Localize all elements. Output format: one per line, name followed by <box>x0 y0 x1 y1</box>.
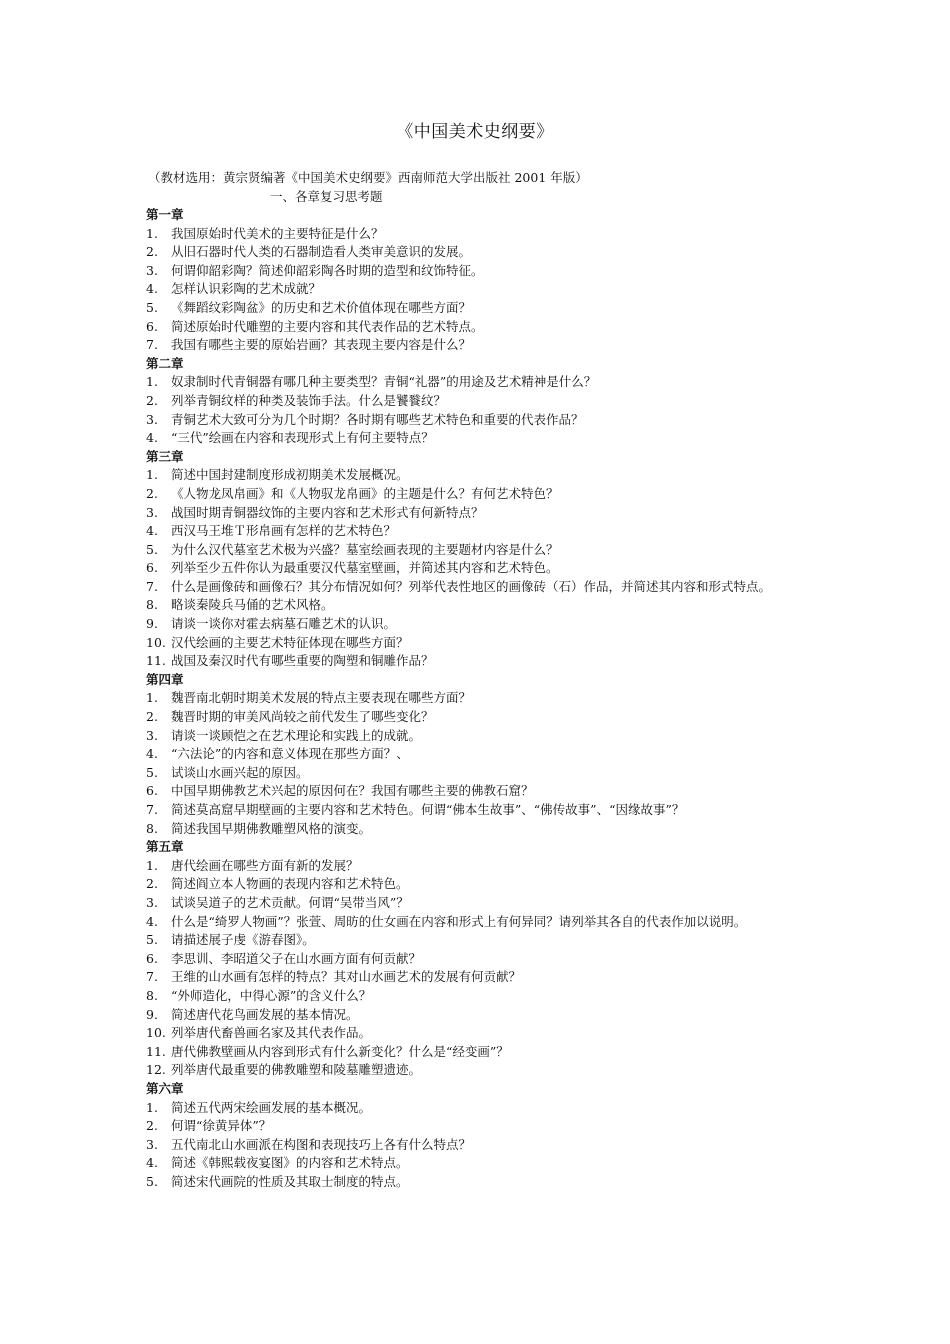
question-item <box>146 466 818 485</box>
question-item <box>146 782 818 801</box>
question-text: “外师造化，中得心源”的含义什么？ <box>171 987 372 1003</box>
question-number: 2. <box>146 392 158 408</box>
question-text: 简述莫高窟早期壁画的主要内容和艺术特色。何谓“佛本生故事”、“佛传故事”、“因缘故事”？ <box>171 802 685 817</box>
question-item <box>146 318 818 337</box>
question-item <box>146 1043 818 1062</box>
question-number: 10. <box>146 634 166 650</box>
question-item <box>146 652 818 671</box>
question-item <box>146 950 818 969</box>
question-item <box>146 745 818 764</box>
question-number: 3. <box>146 411 158 427</box>
question-text: 王维的山水画有怎样的特点？其对山水画艺术的发展有何贡献？ <box>171 969 522 985</box>
question-number: 6. <box>146 783 158 799</box>
question-number: 3. <box>146 262 158 278</box>
question-text: “六法论”的内容和意义体现在那些方面？、 <box>171 746 409 762</box>
question-item <box>146 968 818 987</box>
question-number: 5. <box>146 932 158 948</box>
question-text: 什么是画像砖和画像石？其分布情况如何？列举代表性地区的画像砖（石）作品，并简述其内容和形式特点。 <box>171 578 772 594</box>
question-number: 11. <box>146 1043 166 1059</box>
question-item <box>146 541 818 560</box>
question-text: 简述中国封建制度形成初期美术发展概况。 <box>171 467 409 483</box>
question-item <box>146 411 818 430</box>
question-item <box>146 243 818 262</box>
question-item <box>146 913 818 932</box>
question-item <box>146 1173 818 1192</box>
question-item <box>146 596 818 615</box>
question-item <box>146 1006 818 1025</box>
question-number: 6. <box>146 560 158 576</box>
question-item <box>146 987 818 1006</box>
question-item <box>146 280 818 299</box>
question-item <box>146 894 818 913</box>
chapter-heading: 第六章 <box>146 1080 184 1096</box>
question-item <box>146 615 818 634</box>
question-text: 试谈山水画兴起的原因。 <box>171 764 309 780</box>
question-item <box>146 727 818 746</box>
chapter-heading: 第四章 <box>146 671 184 687</box>
question-text: 什么是“绮罗人物画”？张萱、周昉的仕女画在内容和形式上有何异同？请列举其各自的代表作加以说明。 <box>171 913 747 929</box>
question-number: 7. <box>146 802 158 817</box>
question-number: 5. <box>146 1173 158 1189</box>
question-text: 何谓仰韶彩陶？简述仰韶彩陶各时期的造型和纹饰特征。 <box>171 262 484 278</box>
question-item <box>146 522 818 541</box>
question-text: 何谓“徐黄异体”？ <box>171 1118 272 1134</box>
question-text: 魏晋南北朝时期美术发展的特点主要表现在哪些方面？ <box>171 690 472 706</box>
question-text: 请谈一谈你对霍去病墓石雕艺术的认识。 <box>171 616 397 632</box>
question-item <box>146 1117 818 1136</box>
question-text: 奴隶制时代青铜器有哪几种主要类型？青铜“礼器”的用途及艺术精神是什么？ <box>171 374 597 390</box>
question-text: 简述宋代画院的性质及其取士制度的特点。 <box>171 1173 409 1189</box>
question-text: 汉代绘画的主要艺术特征体现在哪些方面？ <box>171 634 409 650</box>
question-item <box>146 931 818 950</box>
question-text: 从旧石器时代人类的石器制造看人类审美意识的发展。 <box>171 244 472 260</box>
question-text: 《舞蹈纹彩陶盆》的历史和艺术价值体现在哪些方面？ <box>171 299 472 315</box>
question-item <box>146 1136 818 1155</box>
question-number: 3. <box>146 504 158 520</box>
question-text: 魏晋时期的审美风尚较之前代发生了哪些变化？ <box>171 709 434 725</box>
question-number: 3. <box>146 1136 158 1152</box>
question-text: 战国时期青铜器纹饰的主要内容和艺术形式有何新特点？ <box>171 504 484 520</box>
question-text: 列举至少五件你认为最重要汉代墓室壁画，并简述其内容和艺术特色。 <box>171 560 559 576</box>
question-number: 1. <box>146 225 158 241</box>
question-number: 8. <box>146 820 158 836</box>
question-item <box>146 634 818 653</box>
question-item <box>146 429 818 448</box>
question-number: 5. <box>146 541 158 557</box>
question-number: 12. <box>146 1062 166 1078</box>
question-number: 9. <box>146 1006 158 1022</box>
question-number: 5. <box>146 299 158 315</box>
question-text: 略谈秦陵兵马俑的艺术风格。 <box>171 597 334 613</box>
question-number: 2. <box>146 485 158 501</box>
question-text: 我国原始时代美术的主要特征是什么？ <box>171 225 384 241</box>
question-text: 我国有哪些主要的原始岩画？其表现主要内容是什么？ <box>171 337 472 353</box>
question-item <box>146 857 818 876</box>
question-item <box>146 708 818 727</box>
question-text: 简述阎立本人物画的表现内容和艺术特色。 <box>171 876 409 892</box>
question-number: 7. <box>146 578 158 594</box>
question-text: 试谈吴道子的艺术贡献。何谓“吴带当风”？ <box>171 894 409 910</box>
question-text: 怎样认识彩陶的艺术成就？ <box>171 281 322 297</box>
question-item <box>146 299 818 318</box>
question-text: 西汉马王堆Ｔ形帛画有怎样的艺术特色？ <box>171 523 397 539</box>
textbook-source-note: （教材选用：黄宗贤编著《中国美术史纲要》西南师范大学出版社 2001 年版） <box>148 170 588 185</box>
question-item <box>146 559 818 578</box>
question-number: 6. <box>146 950 158 966</box>
question-item <box>146 1099 818 1118</box>
question-item <box>146 1154 818 1173</box>
document-title: 《中国美术史纲要》 <box>396 122 554 142</box>
question-number: 4. <box>146 523 158 539</box>
question-number: 3. <box>146 727 158 743</box>
chapter-heading: 第三章 <box>146 448 184 464</box>
section-heading: 一、各章复习思考题 <box>270 189 383 204</box>
question-item <box>146 820 818 839</box>
question-item <box>146 373 818 392</box>
question-number: 1. <box>146 1099 158 1115</box>
question-item <box>146 875 818 894</box>
question-text: 简述原始时代雕塑的主要内容和其代表作品的艺术特点。 <box>171 318 484 334</box>
question-number: 8. <box>146 597 158 613</box>
question-text: “三代”绘画在内容和表现形式上有何主要特点？ <box>171 430 434 446</box>
question-item <box>146 801 818 820</box>
chapter-heading: 第一章 <box>146 207 184 222</box>
question-text: 请谈一谈顾恺之在艺术理论和实践上的成就。 <box>171 727 422 743</box>
question-number: 2. <box>146 1118 158 1134</box>
question-text: 列举青铜纹样的种类及装饰手法。什么是饕餮纹？ <box>171 392 447 408</box>
question-number: 1. <box>146 857 158 873</box>
question-item <box>146 336 818 355</box>
question-text: 中国早期佛教艺术兴起的原因何在？我国有哪些主要的佛教石窟？ <box>171 783 534 799</box>
question-text: 列举唐代畜兽画名家及其代表作品。 <box>171 1025 372 1041</box>
question-text: 为什么汉代墓室艺术极为兴盛？墓室绘画表现的主要题材内容是什么？ <box>171 541 559 557</box>
question-number: 11. <box>146 653 166 669</box>
question-number: 3. <box>146 894 158 910</box>
question-number: 2. <box>146 244 158 260</box>
question-text: 简述我国早期佛教雕塑风格的演变。 <box>171 820 372 836</box>
question-text: 简述《韩熙载夜宴图》的内容和艺术特点。 <box>171 1155 409 1171</box>
question-number: 4. <box>146 1155 158 1171</box>
question-number: 4. <box>146 281 158 297</box>
question-number: 2. <box>146 709 158 725</box>
question-item <box>146 262 818 281</box>
question-text: 《人物龙凤帛画》和《人物驭龙帛画》的主题是什么？有何艺术特色？ <box>171 485 559 501</box>
question-number: 6. <box>146 318 158 334</box>
question-number: 1. <box>146 467 158 483</box>
question-number: 1. <box>146 690 158 706</box>
question-item <box>146 689 818 708</box>
chapter-heading: 第五章 <box>146 839 184 855</box>
question-item <box>146 392 818 411</box>
question-text: 请描述展子虔《游春图》。 <box>171 932 315 948</box>
question-text: 战国及秦汉时代有哪些重要的陶塑和铜雕作品？ <box>171 653 434 669</box>
question-number: 1. <box>146 374 158 390</box>
question-number: 4. <box>146 430 158 446</box>
chapter-list <box>146 206 818 1191</box>
question-text: 简述唐代花鸟画发展的基本情况。 <box>171 1006 359 1022</box>
question-number: 9. <box>146 616 158 632</box>
question-item <box>146 504 818 523</box>
question-number: 7. <box>146 969 158 985</box>
question-item <box>146 1061 818 1080</box>
chapter-heading: 第二章 <box>146 355 184 371</box>
question-item <box>146 225 818 244</box>
question-number: 7. <box>146 337 158 353</box>
question-text: 简述五代两宋绘画发展的基本概况。 <box>171 1099 372 1115</box>
question-text: 唐代佛教壁画从内容到形式有什么新变化？什么是“经变画”？ <box>171 1043 509 1059</box>
question-number: 8. <box>146 987 158 1003</box>
question-number: 10. <box>146 1025 166 1041</box>
question-item <box>146 764 818 783</box>
question-text: 唐代绘画在哪些方面有新的发展？ <box>171 857 359 873</box>
question-item <box>146 1024 818 1043</box>
question-text: 青铜艺术大致可分为几个时期？各时期有哪些艺术特色和重要的代表作品？ <box>171 411 584 427</box>
question-text: 五代南北山水画派在构图和表现技巧上各有什么特点？ <box>171 1136 472 1152</box>
question-text: 李思训、李昭道父子在山水画方面有何贡献？ <box>171 950 422 966</box>
question-item <box>146 485 818 504</box>
question-number: 5. <box>146 764 158 780</box>
question-number: 2. <box>146 876 158 892</box>
question-number: 4. <box>146 913 158 929</box>
question-item <box>146 578 818 597</box>
question-text: 列举唐代最重要的佛教雕塑和陵墓雕塑遗迹。 <box>171 1062 422 1078</box>
question-number: 4. <box>146 746 158 762</box>
